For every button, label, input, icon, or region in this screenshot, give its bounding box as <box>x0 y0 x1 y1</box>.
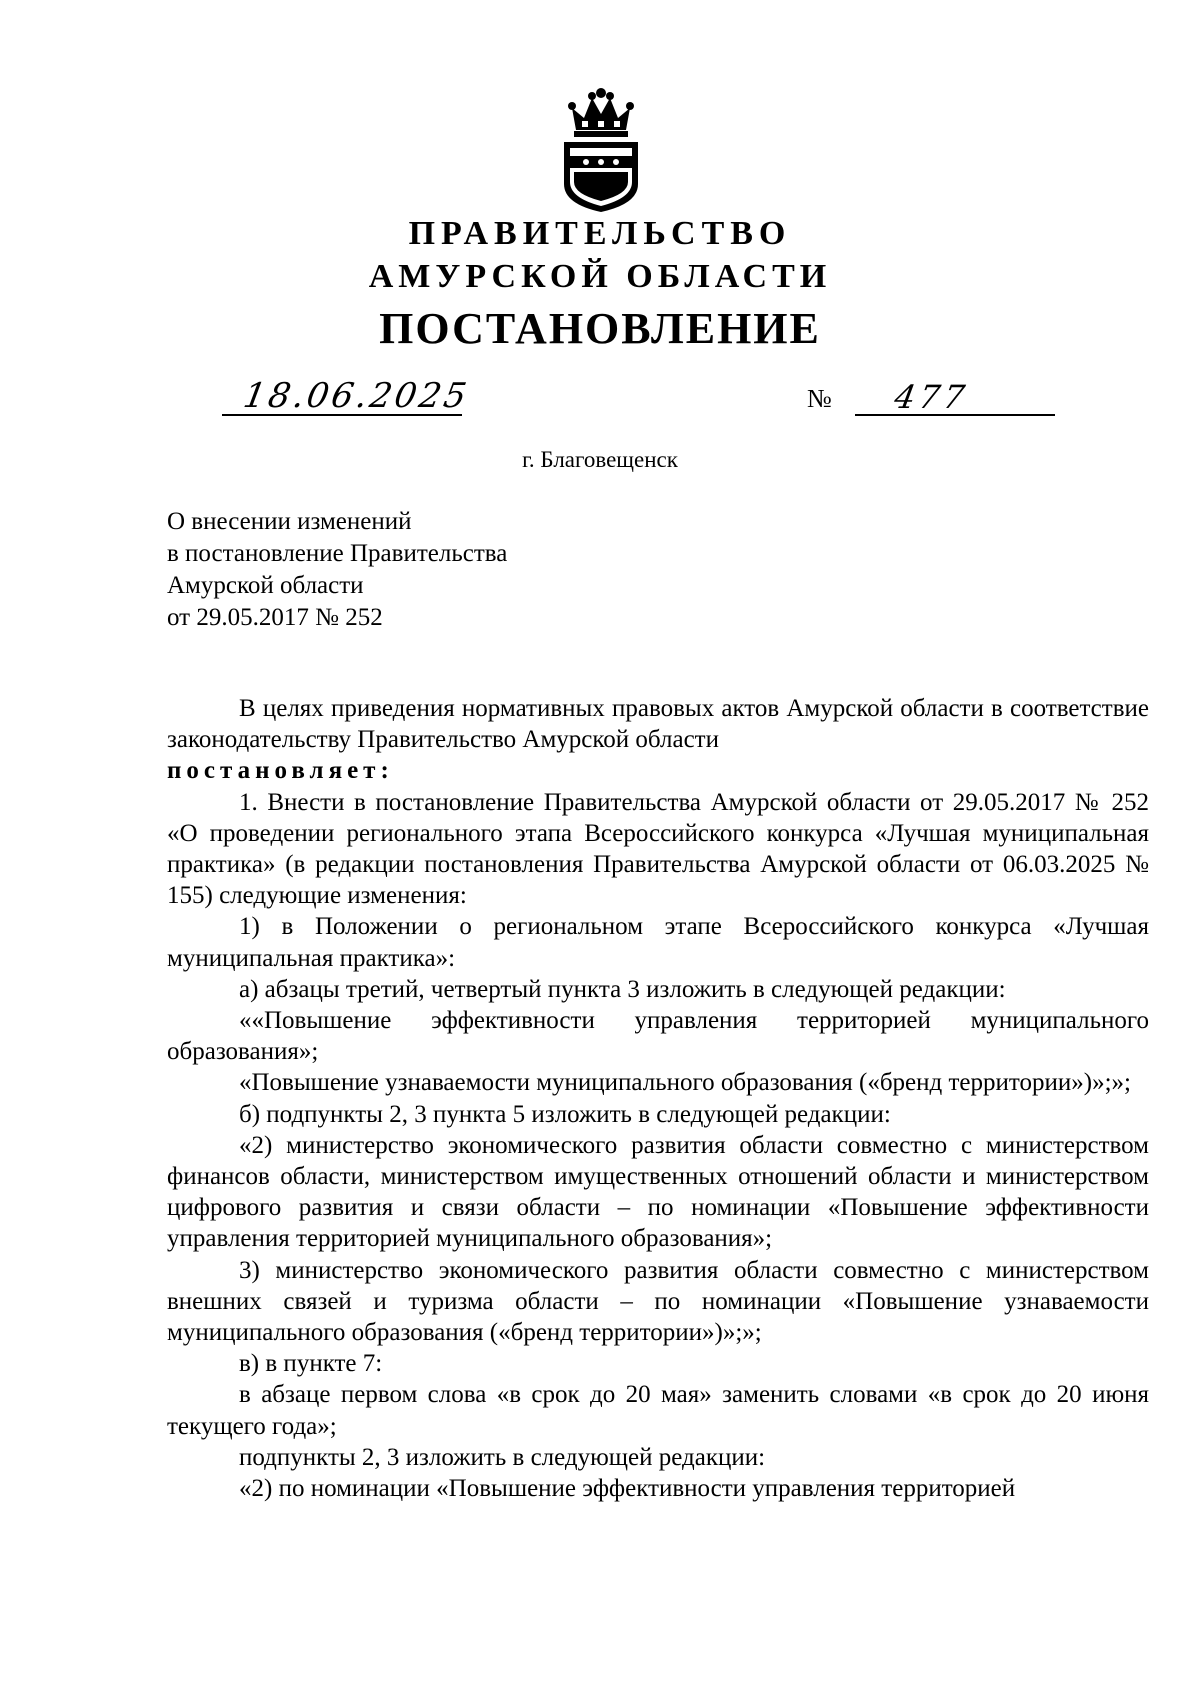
paragraph: 3) министерство экономического развития области совместно с министерством внешних связей и туризма области – по номинации «Повышение узнаваемости муниципального образования («бренд территории»)»;»; <box>167 1256 1149 1347</box>
paragraph: в абзаце первом слова «в срок до 20 мая» заменить словами «в срок до 20 июня текущего года»; <box>167 1381 1149 1440</box>
paragraph: «2) министерство экономического развития области совместно с министерством финансов области, министерством имущественных отношений области и министерством цифрового развития и связи области – по номинации «Повышение эффективности управления территорией муниципального образования»; <box>167 1131 1149 1253</box>
document-subject <box>167 506 507 634</box>
amur-oblast-coat-of-arms-icon <box>558 88 644 214</box>
subject-line: в постановление Правительства <box>167 540 508 567</box>
subject-line: О внесении изменений <box>167 508 412 535</box>
document-type: ПОСТАНОВЛЕНИЕ <box>379 304 821 353</box>
paragraph: а) абзацы третий, четвертый пункта 3 изложить в следующей редакции: <box>239 975 1006 1003</box>
region-title: АМУРСКОЙ ОБЛАСТИ <box>368 258 832 295</box>
paragraph: подпункты 2, 3 изложить в следующей редакции: <box>239 1443 766 1471</box>
document-date: 18.06.2025 <box>240 376 473 416</box>
date-field <box>222 376 473 416</box>
subject-line: от 29.05.2017 № 252 <box>167 604 383 631</box>
paragraph: В целях приведения нормативных правовых актов Амурской области в соответствие законодательству Правительство Амурской области <box>167 695 1149 754</box>
document-body <box>167 693 1149 1504</box>
paragraph: 1) в Положении о региональном этапе Всероссийского конкурса «Лучшая муниципальная практика»: <box>167 913 1149 972</box>
paragraph: б) подпункты 2, 3 пункта 5 изложить в следующей редакции: <box>239 1100 891 1128</box>
government-title: ПРАВИТЕЛЬСТВО <box>408 215 792 252</box>
document-number: 477 <box>891 378 972 416</box>
city: г. Благовещенск <box>522 447 678 472</box>
paragraph: в) в пункте 7: <box>239 1350 383 1378</box>
paragraph: ««Повышение эффективности управления территорией муниципального образования»; <box>167 1007 1149 1066</box>
paragraph: «2) по номинации «Повышение эффективности управления территорией <box>239 1475 1016 1503</box>
subject-line: Амурской области <box>167 572 364 599</box>
resolves-word: постановляет: <box>167 757 394 785</box>
paragraph: «Повышение узнаваемости муниципального образования («бренд территории»)»;»; <box>239 1069 1131 1097</box>
number-field <box>855 380 1055 416</box>
paragraph: 1. Внести в постановление Правительства Амурской области от 29.05.2017 № 252 «О проведении регионального этапа Всероссийского конкурса «Лучшая муниципальная практика» (в редакции постановления Правительства Амурской области от 06.03.2025 № 155) следующие изменения: <box>167 788 1149 910</box>
number-label: № <box>807 384 832 413</box>
